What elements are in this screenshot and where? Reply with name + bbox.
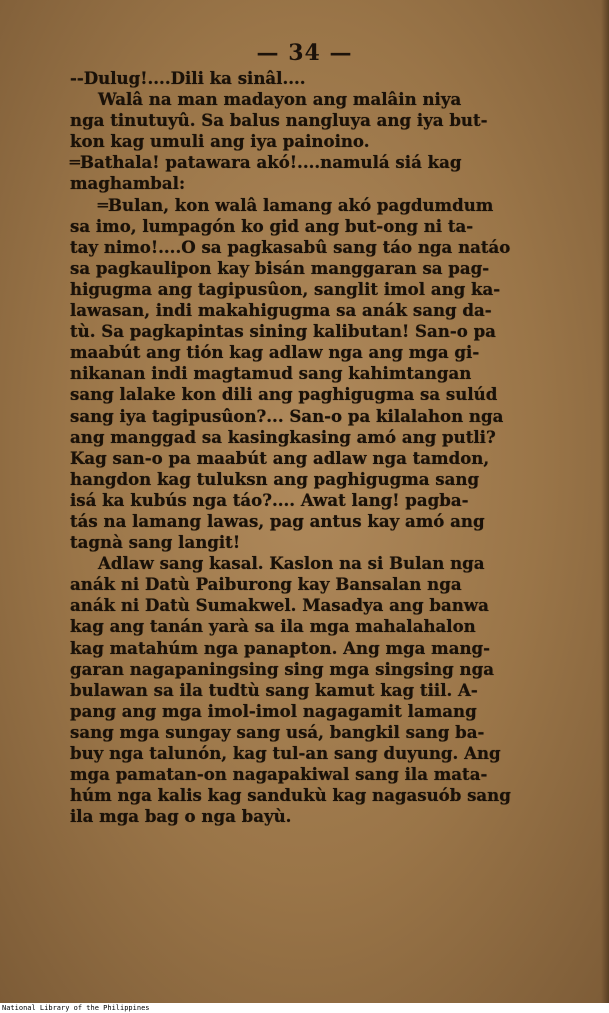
- text-line: ang manggad sa kasingkasing amó ang putli?: [70, 426, 496, 447]
- text-line: bulawan sa ila tudtù sang kamut kag tiil. A-: [70, 679, 478, 700]
- page-edge-shadow: [601, 0, 609, 1003]
- text-line: tás na lamang lawas, pag antus kay amó ang: [70, 510, 485, 531]
- text-line: Kag san-o pa maabút ang adlaw nga tamdon,: [70, 447, 490, 468]
- text-line: húm nga kalis kag sandukù kag nagasuób sang: [70, 785, 511, 806]
- text-line: isá ka kubús nga táo?.... Awat lang! pagba-: [70, 489, 469, 510]
- text-line: kag ang tanán yarà sa ila mga mahalahalon: [70, 616, 476, 637]
- text-line: anák ni Datù Sumakwel. Masadya ang banwa: [70, 595, 489, 616]
- text-line: sang lalake kon dili ang paghigugma sa sulúd: [70, 384, 498, 405]
- page-number: — 34 —: [256, 40, 353, 66]
- text-line: anák ni Datù Paiburong kay Bansalan nga: [70, 574, 462, 595]
- text-line: nikanan indi magtamud sang kahimtangan: [70, 363, 472, 384]
- text-line: ═Bathala! patawara akó!....namulá siá kag: [70, 152, 462, 173]
- text-line: ila mga bag o nga bayù.: [70, 806, 292, 827]
- text-line: lawasan, indi makahigugma sa anák sang da-: [70, 300, 492, 321]
- text-line: maghambal:: [70, 173, 186, 194]
- text-line: tagnà sang langit!: [70, 532, 241, 553]
- text-line: tay nimo!....O sa pagkasabû sang táo nga natáo: [70, 236, 511, 257]
- text-line: garan nagapaningsing sing mga singsing nga: [70, 658, 494, 679]
- page-body-text: [70, 68, 560, 827]
- text-line: kon kag umuli ang iya painoino.: [70, 131, 370, 152]
- footer-credit: National Library of the Philippines: [2, 1004, 150, 1012]
- text-line: mga pamatan-on nagapakiwal sang ila mata-: [70, 764, 488, 785]
- text-line: sa imo, lumpagón ko gid ang but-ong ni ta-: [70, 215, 474, 236]
- text-line: maabút ang tión kag adlaw nga ang mga gi-: [70, 342, 480, 363]
- text-line: ═Bulan, kon walâ lamang akó pagdumdum: [98, 194, 494, 215]
- text-line: --Dulug!....Dili ka sinâl....: [70, 68, 306, 88]
- text-line: sa pagkaulipon kay bisán manggaran sa pag-: [70, 257, 490, 278]
- text-line: higugma ang tagipusûon, sanglit imol ang ka-: [70, 278, 501, 299]
- text-line: sang iya tagipusûon?... San-o pa kilalahon nga: [70, 405, 504, 426]
- text-line: buy nga talunón, kag tul-an sang duyung. Ang: [70, 743, 501, 763]
- text-line: nga tinutuyû. Sa balus nangluya ang iya but-: [70, 110, 488, 131]
- text-line: pang ang mga imol-imol nagagamit lamang: [70, 700, 477, 721]
- text-line: hangdon kag tuluksn ang paghigugma sang: [70, 468, 480, 489]
- text-line: tù. Sa pagkapintas sining kalibutan! San-o pa: [70, 321, 496, 342]
- text-line: sang mga sungay sang usá, bangkil sang ba-: [70, 721, 485, 742]
- text-line: kag matahúm nga panapton. Ang mga mang-: [70, 637, 491, 658]
- text-line: Walâ na man madayon ang malâin niya: [98, 89, 462, 110]
- text-line: Adlaw sang kasal. Kaslon na si Bulan nga: [98, 553, 485, 574]
